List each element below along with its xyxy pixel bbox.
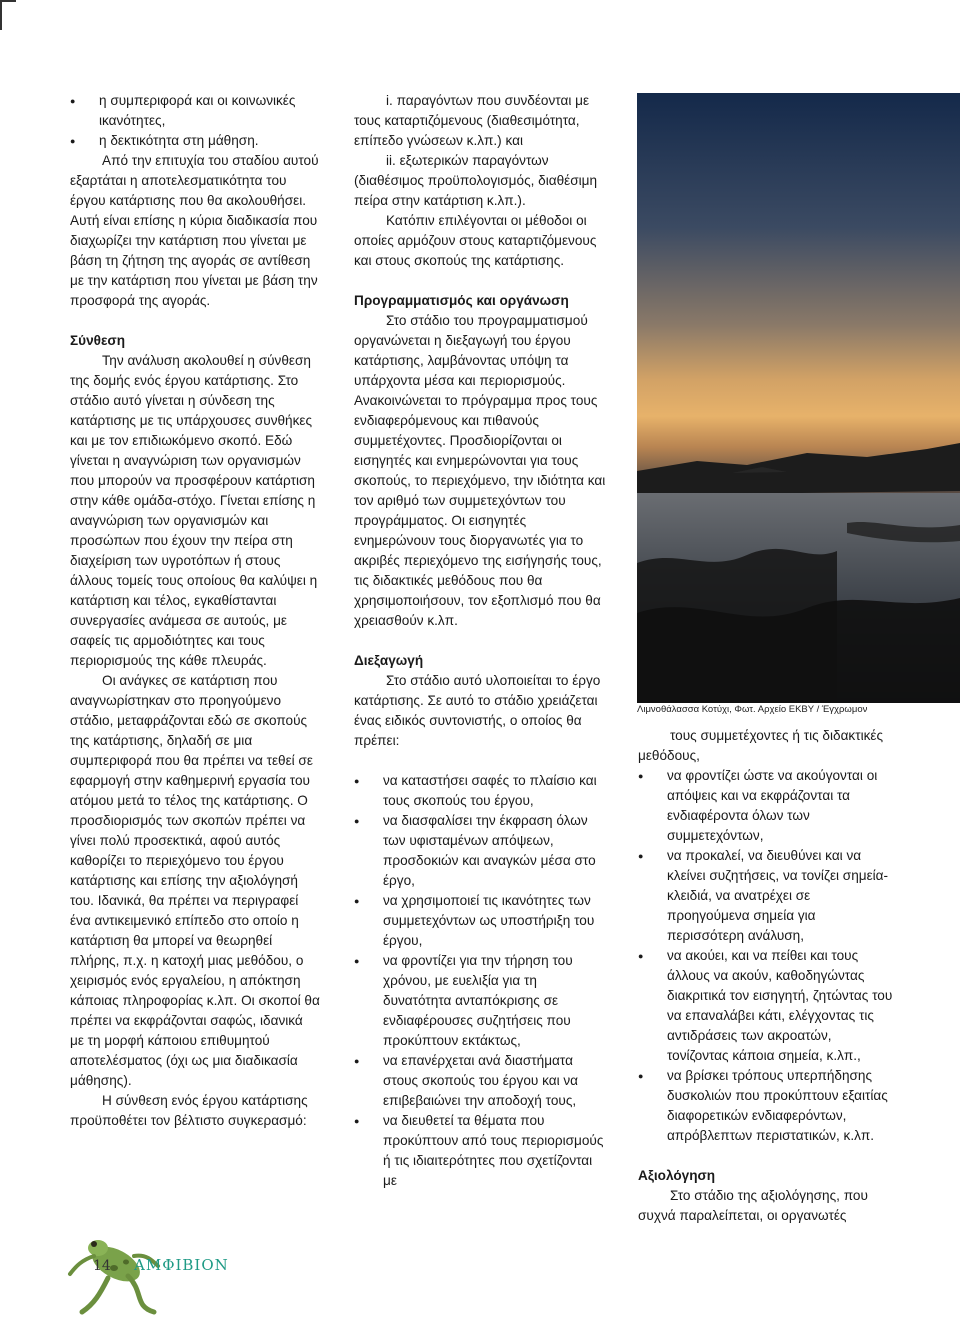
bullet-item: ● να διασφαλίσει την έκφραση όλων των υφισταμένων απόψεων, προσδοκιών και αναγκών μέσα στο έργο, xyxy=(354,811,608,891)
bullet-item: ● η συμπεριφορά και οι κοινωνικές ικανότητες, xyxy=(70,91,320,131)
text-column-right xyxy=(638,726,894,1226)
paragraph: Οι ανάγκες σε κατάρτιση που αναγνωρίστηκαν στο προηγούμενο στάδιο, μεταφράζονται εδώ σε σκοπούς της κατάρτισης, δηλαδή σε μια συμπεριφορά που θα πρέπει να τεθεί σε εφαρμογή στην καθημερινή εργασία του ατόμου μετά το τέλος της κατάρτισης. Ο προσδιορισμός των σκοπών πρέπει να γίνει πολύ προσεκτικά, αφού αυτός καθορίζει το περιεχόμενο του έργου κατάρτισης και επίσης την αξιολόγησή του. Ιδανικά, θα πρέπει να περιγραφεί ένα αντικειμενικό επίπεδο στο οποίο η κατάρτιση θα μπορεί να θεωρηθεί πλήρης, π.χ. η κατοχή μιας μεθόδου, ο χειρισμός ενός εργαλείου, η απόκτηση κάποιας πληροφορίας κ.λπ. Οι σκοποί θα πρέπει να εκφράζονται σαφώς, ιδανικά με τη μορφή κάποιου επιθυμητού αποτελέσματος (όχι ως μια διαδικασία μάθησης). xyxy=(70,673,320,1088)
paragraph: ii. εξωτερικών παραγόντων (διαθέσιμος προϋπολογισμός, διαθέσιμη πείρα στην κατάρτιση κ.λπ.). xyxy=(354,153,598,208)
section-heading: Σύνθεση xyxy=(70,333,126,348)
bullet-item: ● να φροντίζει για την τήρηση του χρόνου, με ευελιξία για τη δυνατότητα ανταπόκρισης σε ενδιαφέρουσες συζητήσεις που προκύπτουν εκτάκτως, xyxy=(354,951,608,1051)
bullet-item: ● να φροντίζει ώστε να ακούγονται οι απόψεις και να εκφράζονται τα ενδιαφέροντα όλων των συμμετεχόντων, xyxy=(638,766,894,846)
paragraph: Στο στάδιο του προγραμματισμού οργανώνεται η διεξαγωγή του έργου κατάρτισης, λαμβάνοντας υπόψη τα υπάρχοντα μέσα και περιορισμούς. Ανακοινώνεται το πρόγραμμα προς τους ενδιαφερόμενους και πιθανούς συμμετέχοντες. Προσδιορίζονται οι εισηγητές και ενημερώνονται για τους σκοπούς, το περιεχόμενο, την ιδιότητα και τον αριθμό των συμμετεχόντων του προγράμματος. Οι εισηγητές ενημερώνουν τους διοργανωτές για το ακριβές περιεχόμενο της εισήγησής τους, τις διδακτικές μεθόδους που θα χρησιμοποιήσουν, τον εξοπλισμό που θα χρειασθούν κ.λπ. xyxy=(354,313,606,628)
photo-caption: Λιμνοθάλασσα Κοτύχι, Φωτ. Αρχείο ΕΚΒΥ / Έγχρωμον xyxy=(637,704,868,715)
paragraph: Στο στάδιο της αξιολόγησης, που συχνά παραλείπεται, οι οργανωτές xyxy=(638,1188,868,1223)
paragraph: τους συμμετέχοντες ή τις διδακτικές μεθόδους, xyxy=(638,728,884,763)
section-heading: Προγραμματισμός και οργάνωση xyxy=(354,293,569,308)
lagoon-photo xyxy=(637,93,960,703)
bullet-item: ● να προκαλεί, να διευθύνει και να κλείνει συζητήσεις, να τονίζει σημεία-κλειδιά, να ανατρέχει σε προηγούμενα σημεία για περισσότερη ανάλυση, xyxy=(638,846,894,946)
paragraph: Η σύνθεση ενός έργου κατάρτισης προϋποθέτει τον βέλτιστο συγκερασμό: xyxy=(70,1093,308,1128)
bullet-item: ● να ακούει, και να πείθει και τους άλλους να ακούν, καθοδηγώντας διακριτικά τον εισηγητή, ζητώντας του να επαναλάβει κάτι, ελέγχοντας τις αντιδράσεις των ακροατών, τονίζοντας κάποια σημεία, κ.λπ., xyxy=(638,946,894,1066)
spacer xyxy=(354,271,608,291)
bullet-item: ● να διευθετεί τα θέματα που προκύπτουν από τους περιορισμούς ή τις ιδιαιτερότητες που σχετίζονται με xyxy=(354,1111,608,1191)
paragraph: i. παραγόντων που συνδέονται με τους καταρτιζόμενους (διαθεσιμότητα, επίπεδο γνώσεων κ.λπ.) και xyxy=(354,93,590,148)
paragraph: Από την επιτυχία του σταδίου αυτού εξαρτάται η αποτελεσματικότητα του έργου κατάρτισης που θα ακολουθήσει. Αυτή είναι επίσης η κύρια διαδικασία που διαχωρίζει την κατάρτιση που γίνεται με βάση τη ζήτηση της αγοράς σε αντίθεση με την κατάρτιση που γίνεται με βάση την προσφορά της αγοράς. xyxy=(70,153,319,308)
bullet-item: ● να βρίσκει τρόπους υπερπήδησης δυσκολιών που προκύπτουν εξαιτίας διαφορετικών ενδιαφερόντων, απρόβλεπτων περιστατικών, κ.λπ. xyxy=(638,1066,894,1146)
spacer xyxy=(638,1146,894,1166)
brand-name: ΑΜΦΙΒΙΟΝ xyxy=(134,1256,229,1274)
page-number: 14 xyxy=(93,1258,111,1274)
text-column-left xyxy=(70,91,320,1131)
paragraph: Στο στάδιο αυτό υλοποιείται το έργο κατάρτισης. Σε αυτό το στάδιο χρειάζεται ένας ειδικός συντονιστής, ο οποίος θα πρέπει: xyxy=(354,673,601,748)
paragraph: Κατόπιν επιλέγονται οι μέθοδοι οι οποίες αρμόζουν στους καταρτιζόμενους και στους σκοπούς της κατάρτισης. xyxy=(354,213,597,268)
bullet-item: ● να χρησιμοποιεί τις ικανότητες των συμμετεχόντων ως υποστήριξη του έργου, xyxy=(354,891,608,951)
paragraph: Την ανάλυση ακολουθεί η σύνθεση της δομής ενός έργου κατάρτισης. Στο στάδιο αυτό γίνεται η σύνδεση της κατάρτισης με τις υπάρχουσες συνθήκες και με τον επιδιωκόμενο σκοπό. Εδώ γίνεται η αναγνώριση των οργανισμών που μπορούν να προσφέρουν κατάρτιση στην κάθε ομάδα-στόχο. Γίνεται επίσης η αναγνώριση των οργανισμών και προσώπων που έχουν την πείρα στη διαχείριση των υγροτόπων ή στους άλλους τομείς τους οποίους θα καλύψει η κατάρτιση και τέλος, εγκαθίστανται συνεργασίες ανάμεσα σε αυτούς, με σαφείς τις αρμοδιότητες και τους περιορισμούς της κάθε πλευράς. xyxy=(70,353,318,668)
spacer xyxy=(70,311,320,331)
bullet-item: ● να επανέρχεται ανά διαστήματα στους σκοπούς του έργου και να επιβεβαιώνει την αποδοχή τους, xyxy=(354,1051,608,1111)
bullet-item: ● η δεκτικότητα στη μάθηση. xyxy=(70,131,320,151)
section-heading: Διεξαγωγή xyxy=(354,653,424,668)
bullet-item: ● να καταστήσει σαφές το πλαίσιο και τους σκοπούς του έργου, xyxy=(354,771,608,811)
spacer xyxy=(354,631,608,651)
section-heading: Αξιολόγηση xyxy=(638,1168,716,1183)
crop-mark xyxy=(0,0,16,30)
text-column-middle xyxy=(354,91,608,1191)
spacer xyxy=(354,751,608,771)
